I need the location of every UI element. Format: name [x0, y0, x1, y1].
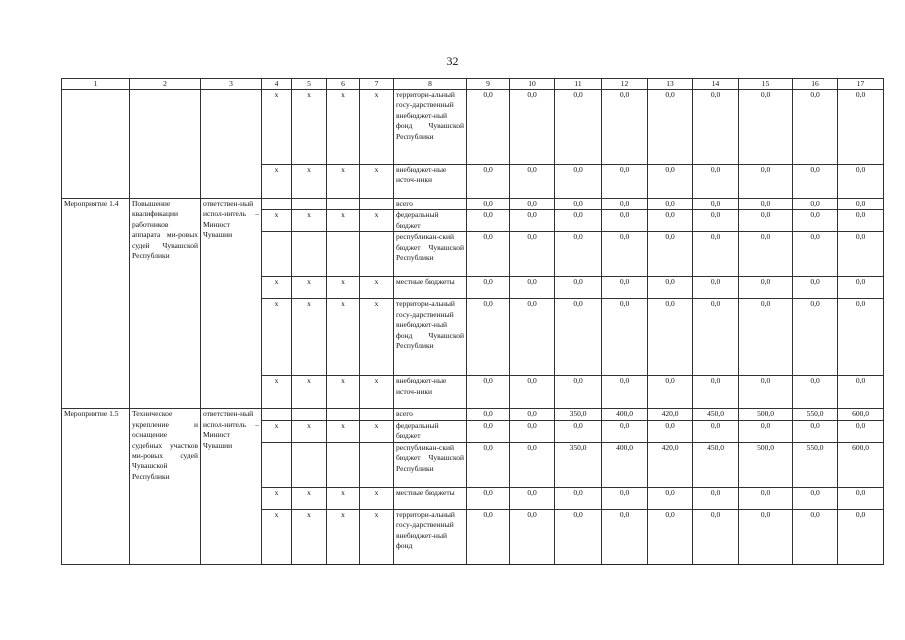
amount-cell: 0,0: [693, 509, 739, 564]
amount-cell: 0,0: [693, 376, 739, 409]
x-mark-cell: x: [292, 509, 327, 564]
amount-cell: 0,0: [693, 277, 739, 299]
amount-cell: 0,0: [739, 199, 793, 210]
x-mark-cell: x: [360, 277, 394, 299]
funding-source: всего: [394, 409, 467, 420]
amount-cell: 0,0: [693, 199, 739, 210]
column-number: 15: [739, 79, 793, 90]
amount-cell: 0,0: [838, 487, 884, 509]
amount-cell: 0,0: [838, 299, 884, 376]
x-mark-cell: x: [292, 210, 327, 232]
x-mark-cell: x: [292, 90, 327, 165]
x-mark-cell: [327, 199, 360, 210]
amount-cell: 0,0: [793, 509, 838, 564]
amount-cell: 0,0: [467, 442, 510, 487]
amount-cell: 0,0: [739, 232, 793, 277]
x-mark-cell: [262, 442, 292, 487]
amount-cell: 0,0: [648, 420, 693, 442]
x-mark-cell: x: [292, 376, 327, 409]
amount-cell: 420,0: [648, 409, 693, 420]
amount-cell: 600,0: [838, 442, 884, 487]
amount-cell: 0,0: [648, 376, 693, 409]
x-mark-cell: x: [262, 509, 292, 564]
amount-cell: 0,0: [510, 487, 555, 509]
amount-cell: 0,0: [793, 90, 838, 165]
amount-cell: 0,0: [739, 165, 793, 199]
amount-cell: 0,0: [510, 442, 555, 487]
x-mark-cell: x: [262, 299, 292, 376]
amount-cell: 0,0: [510, 376, 555, 409]
x-mark-cell: [327, 232, 360, 277]
x-mark-cell: x: [360, 487, 394, 509]
column-number: 16: [793, 79, 838, 90]
table-row: [62, 90, 884, 165]
x-mark-cell: x: [262, 376, 292, 409]
responsible-executor: ответствен-ный испол-нитель – Минюст Чувашии: [201, 199, 262, 409]
amount-cell: 0,0: [555, 90, 602, 165]
amount-cell: 350,0: [555, 409, 602, 420]
amount-cell: 0,0: [555, 420, 602, 442]
amount-cell: 0,0: [793, 165, 838, 199]
amount-cell: 0,0: [555, 299, 602, 376]
column-number: 14: [693, 79, 739, 90]
column-number: 6: [327, 79, 360, 90]
amount-cell: 0,0: [739, 90, 793, 165]
amount-cell: 0,0: [838, 210, 884, 232]
x-mark-cell: x: [292, 420, 327, 442]
amount-cell: 0,0: [555, 277, 602, 299]
amount-cell: 0,0: [510, 232, 555, 277]
x-mark-cell: x: [292, 487, 327, 509]
x-mark-cell: x: [262, 210, 292, 232]
amount-cell: 0,0: [793, 420, 838, 442]
funding-source: внебюджет-ные источ-ники: [394, 376, 467, 409]
amount-cell: 0,0: [838, 376, 884, 409]
column-number: 7: [360, 79, 394, 90]
amount-cell: 0,0: [510, 509, 555, 564]
column-number: 1: [62, 79, 130, 90]
amount-cell: 0,0: [648, 509, 693, 564]
amount-cell: 0,0: [467, 199, 510, 210]
amount-cell: 0,0: [648, 210, 693, 232]
amount-cell: 0,0: [467, 420, 510, 442]
x-mark-cell: x: [327, 487, 360, 509]
x-mark-cell: x: [262, 165, 292, 199]
x-mark-cell: [292, 409, 327, 420]
amount-cell: 0,0: [602, 232, 648, 277]
amount-cell: 0,0: [838, 232, 884, 277]
activity-description: Техническое укрепление и оснащение судебных участков ми-ровых судей Чувашской Республики: [130, 409, 201, 564]
amount-cell: 600,0: [838, 409, 884, 420]
amount-cell: 550,0: [793, 409, 838, 420]
amount-cell: 0,0: [510, 165, 555, 199]
column-number: 4: [262, 79, 292, 90]
amount-cell: 0,0: [467, 277, 510, 299]
amount-cell: 0,0: [467, 165, 510, 199]
amount-cell: 0,0: [648, 165, 693, 199]
column-number: 13: [648, 79, 693, 90]
activity-description: Повышение квалификации работников аппарата ми-ровых судей Чувашской Республики: [130, 199, 201, 409]
amount-cell: 0,0: [602, 199, 648, 210]
amount-cell: 0,0: [555, 199, 602, 210]
funding-source: республикан-ский бюджет Чувашской Республики: [394, 442, 467, 487]
x-mark-cell: x: [262, 90, 292, 165]
amount-cell: 500,0: [739, 409, 793, 420]
amount-cell: 500,0: [739, 442, 793, 487]
column-number: 10: [510, 79, 555, 90]
x-mark-cell: x: [360, 299, 394, 376]
amount-cell: 0,0: [602, 210, 648, 232]
amount-cell: 0,0: [602, 277, 648, 299]
amount-cell: 450,0: [693, 409, 739, 420]
amount-cell: 0,0: [648, 90, 693, 165]
x-mark-cell: [327, 442, 360, 487]
funding-source: местные бюджеты: [394, 487, 467, 509]
amount-cell: 0,0: [510, 420, 555, 442]
activity-name: Мероприятие 1.4: [62, 199, 130, 409]
amount-cell: 0,0: [555, 210, 602, 232]
x-mark-cell: x: [292, 299, 327, 376]
amount-cell: 0,0: [739, 299, 793, 376]
column-number-row: [62, 79, 884, 90]
amount-cell: 0,0: [793, 232, 838, 277]
amount-cell: 0,0: [555, 165, 602, 199]
funding-source: территори-альный госу-дарственный внебюджет-ный фонд Чувашской Республики: [394, 299, 467, 376]
x-mark-cell: x: [360, 165, 394, 199]
column-number: 5: [292, 79, 327, 90]
amount-cell: 0,0: [838, 165, 884, 199]
amount-cell: 0,0: [510, 277, 555, 299]
x-mark-cell: [292, 232, 327, 277]
amount-cell: 0,0: [602, 376, 648, 409]
amount-cell: 0,0: [510, 210, 555, 232]
x-mark-cell: x: [360, 90, 394, 165]
amount-cell: 0,0: [693, 90, 739, 165]
amount-cell: 0,0: [648, 199, 693, 210]
amount-cell: 400,0: [602, 442, 648, 487]
x-mark-cell: x: [360, 420, 394, 442]
column-number: 8: [394, 79, 467, 90]
x-mark-cell: x: [360, 509, 394, 564]
amount-cell: 0,0: [510, 90, 555, 165]
funding-source: республикан-ский бюджет Чувашской Республики: [394, 232, 467, 277]
column-number: 3: [201, 79, 262, 90]
amount-cell: 420,0: [648, 442, 693, 487]
activity-cell-empty: [201, 90, 262, 199]
x-mark-cell: x: [262, 277, 292, 299]
amount-cell: 0,0: [467, 232, 510, 277]
amount-cell: 0,0: [602, 509, 648, 564]
amount-cell: 0,0: [793, 199, 838, 210]
x-mark-cell: [292, 442, 327, 487]
x-mark-cell: x: [327, 90, 360, 165]
activity-name: Мероприятие 1.5: [62, 409, 130, 564]
amount-cell: 0,0: [467, 409, 510, 420]
amount-cell: 0,0: [793, 487, 838, 509]
x-mark-cell: x: [360, 376, 394, 409]
funding-source: федеральный бюджет: [394, 420, 467, 442]
amount-cell: 0,0: [838, 277, 884, 299]
amount-cell: 0,0: [467, 210, 510, 232]
amount-cell: 0,0: [793, 210, 838, 232]
x-mark-cell: x: [360, 210, 394, 232]
amount-cell: 0,0: [838, 90, 884, 165]
amount-cell: 550,0: [793, 442, 838, 487]
amount-cell: 0,0: [467, 90, 510, 165]
x-mark-cell: [327, 409, 360, 420]
x-mark-cell: x: [292, 165, 327, 199]
x-mark-cell: [262, 409, 292, 420]
amount-cell: 0,0: [739, 210, 793, 232]
funding-source: местные бюджеты: [394, 277, 467, 299]
activity-cell-empty: [62, 90, 130, 199]
amount-cell: 0,0: [602, 299, 648, 376]
amount-cell: 0,0: [555, 509, 602, 564]
responsible-executor: ответствен-ный испол-нитель – Минюст Чувашии: [201, 409, 262, 564]
amount-cell: 0,0: [693, 487, 739, 509]
x-mark-cell: x: [327, 165, 360, 199]
amount-cell: 0,0: [838, 199, 884, 210]
amount-cell: 0,0: [555, 376, 602, 409]
amount-cell: 350,0: [555, 442, 602, 487]
amount-cell: 0,0: [555, 487, 602, 509]
amount-cell: 0,0: [602, 420, 648, 442]
table-row: [62, 199, 884, 210]
amount-cell: 450,0: [693, 442, 739, 487]
x-mark-cell: x: [327, 210, 360, 232]
amount-cell: 0,0: [838, 420, 884, 442]
x-mark-cell: [262, 199, 292, 210]
column-number: 11: [555, 79, 602, 90]
x-mark-cell: [360, 442, 394, 487]
table-row: [62, 409, 884, 420]
x-mark-cell: x: [262, 487, 292, 509]
amount-cell: 0,0: [739, 487, 793, 509]
amount-cell: 0,0: [648, 277, 693, 299]
column-number: 2: [130, 79, 201, 90]
amount-cell: 0,0: [467, 299, 510, 376]
amount-cell: 0,0: [793, 277, 838, 299]
amount-cell: 0,0: [693, 210, 739, 232]
amount-cell: 0,0: [793, 376, 838, 409]
amount-cell: 0,0: [739, 509, 793, 564]
amount-cell: 0,0: [648, 487, 693, 509]
funding-source: территори-альный госу-дарственный внебюджет-ный фонд Чувашской Республики: [394, 90, 467, 165]
amount-cell: 0,0: [648, 299, 693, 376]
page-number: 32: [446, 54, 459, 68]
amount-cell: 0,0: [739, 420, 793, 442]
x-mark-cell: x: [262, 420, 292, 442]
amount-cell: 0,0: [510, 409, 555, 420]
amount-cell: 0,0: [467, 376, 510, 409]
amount-cell: 0,0: [693, 299, 739, 376]
x-mark-cell: [262, 232, 292, 277]
funding-source: федеральный бюджет: [394, 210, 467, 232]
amount-cell: 0,0: [838, 509, 884, 564]
amount-cell: 0,0: [467, 509, 510, 564]
amount-cell: 0,0: [793, 299, 838, 376]
x-mark-cell: [360, 232, 394, 277]
x-mark-cell: x: [327, 509, 360, 564]
column-number: 17: [838, 79, 884, 90]
x-mark-cell: x: [327, 299, 360, 376]
amount-cell: 0,0: [602, 90, 648, 165]
x-mark-cell: [360, 409, 394, 420]
x-mark-cell: x: [292, 277, 327, 299]
amount-cell: 0,0: [739, 376, 793, 409]
x-mark-cell: x: [327, 277, 360, 299]
column-number: 12: [602, 79, 648, 90]
amount-cell: 400,0: [602, 409, 648, 420]
amount-cell: 0,0: [555, 232, 602, 277]
budget-table: [61, 78, 884, 565]
x-mark-cell: [292, 199, 327, 210]
amount-cell: 0,0: [648, 232, 693, 277]
amount-cell: 0,0: [510, 299, 555, 376]
x-mark-cell: x: [327, 376, 360, 409]
amount-cell: 0,0: [693, 232, 739, 277]
funding-source: внебюджет-ные источ-ники: [394, 165, 467, 199]
amount-cell: 0,0: [602, 165, 648, 199]
funding-source: всего: [394, 199, 467, 210]
funding-source: территори-альный госу-дарственный внебюджет-ный фонд: [394, 509, 467, 564]
amount-cell: 0,0: [467, 487, 510, 509]
activity-cell-empty: [130, 90, 201, 199]
amount-cell: 0,0: [693, 165, 739, 199]
amount-cell: 0,0: [510, 199, 555, 210]
amount-cell: 0,0: [739, 277, 793, 299]
amount-cell: 0,0: [602, 487, 648, 509]
column-number: 9: [467, 79, 510, 90]
amount-cell: 0,0: [693, 420, 739, 442]
x-mark-cell: x: [327, 420, 360, 442]
x-mark-cell: [360, 199, 394, 210]
